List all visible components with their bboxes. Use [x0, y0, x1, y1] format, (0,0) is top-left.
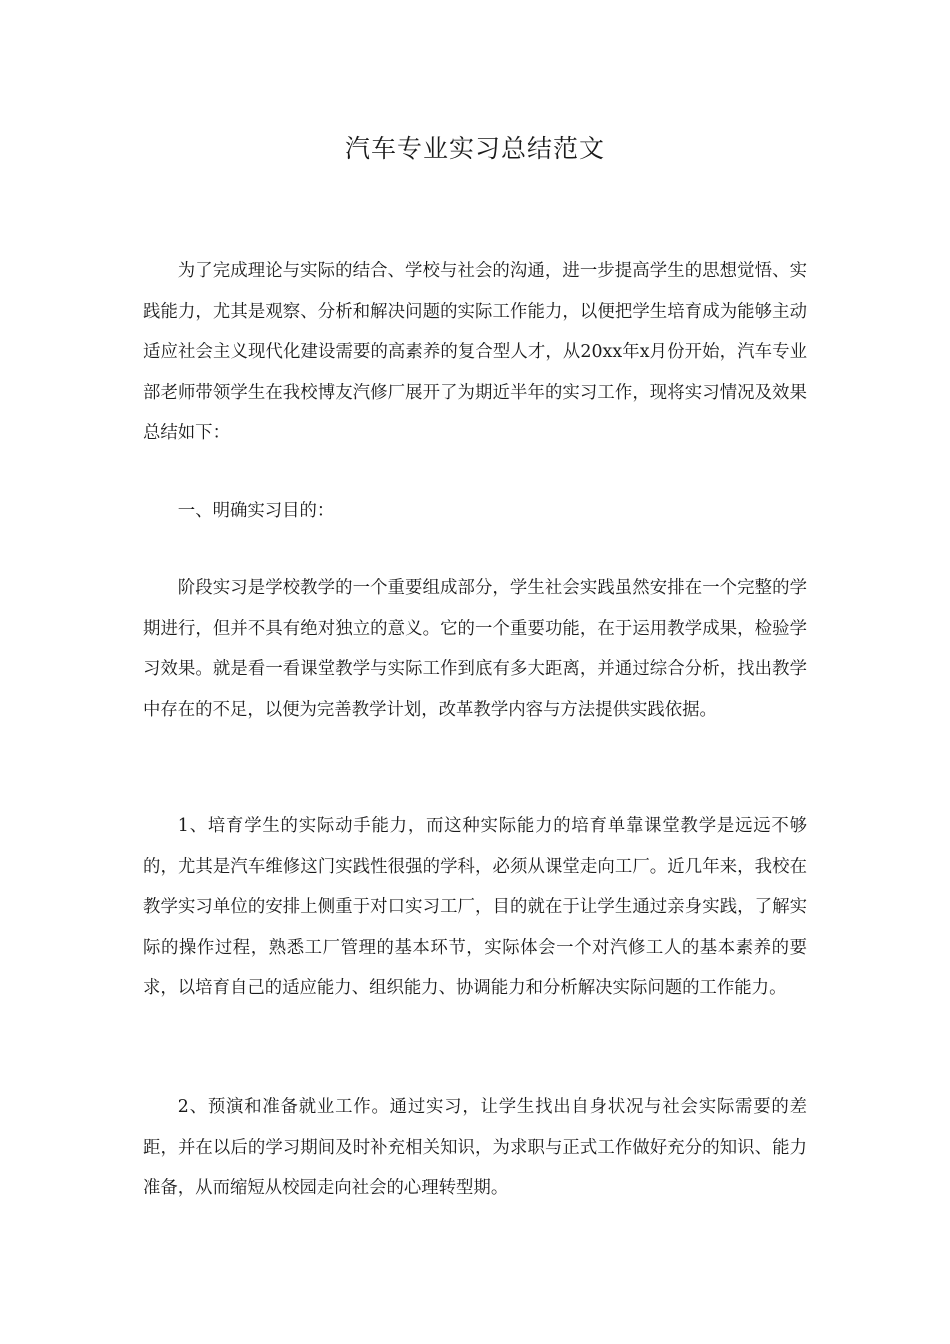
body-paragraph: 1、培育学生的实际动手能力，而这种实际能力的培育单靠课堂教学是远远不够的，尤其是汽车维修这门实践性很强的学科，必须从课堂走向工厂。近几年来，我校在教学实习单位的安排上侧重于对口实习工厂，目的就在于让学生通过亲身实践，了解实际的操作过程，熟悉工厂管理的基本环节，实际体会一个对汽修工人的基本素养的要求，以培育自己的适应能力、组织能力、协调能力和分析解决实际问题的工作能力。 — [143, 816, 807, 999]
body-paragraph: 阶段实习是学校教学的一个重要组成部分，学生社会实践虽然安排在一个完整的学期进行，但并不具有绝对独立的意义。它的一个重要功能，在于运用教学成果，检验学习效果。就是看一看课堂教学与实际工作到底有多大距离，并通过综合分析，找出教学中存在的不足，以便为完善教学计划，改革教学内容与方法提供实践依据。 — [143, 578, 807, 720]
section-heading: 一、明确实习目的： — [177, 501, 335, 521]
body-paragraph: 2、预演和准备就业工作。通过实习，让学生找出自身状况与社会实际需要的差距，并在以后的学习期间及时补充相关知识，为求职与正式工作做好充分的知识、能力准备，从而缩短从校园走向社会的心理转型期。 — [143, 1097, 807, 1199]
document-title: 汽车专业实习总结范文 — [344, 134, 605, 163]
intro-paragraph: 为了完成理论与实际的结合、学校与社会的沟通，进一步提高学生的思想觉悟、实践能力，尤其是观察、分析和解决问题的实际工作能力，以便把学生培育成为能够主动适应社会主义现代化建设需要的高素养的复合型人才，从20xx年x月份开始，汽车专业部老师带领学生在我校博友汽修厂展开了为期近半年的实习工作，现将实习情况及效果总结如下： — [143, 261, 807, 444]
